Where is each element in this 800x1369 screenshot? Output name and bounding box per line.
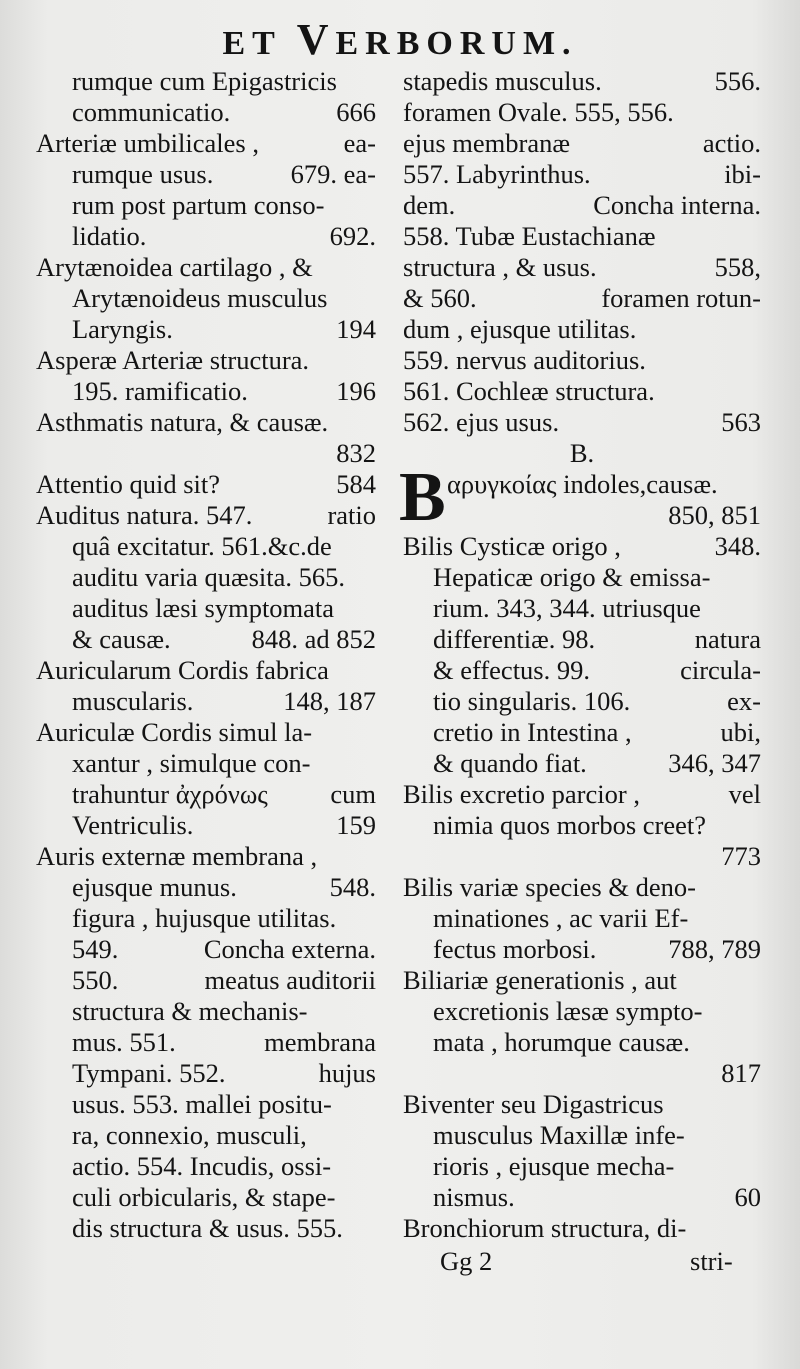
index-line <box>36 190 376 221</box>
line-ref: 348. <box>714 531 761 561</box>
line-ref: natura <box>694 624 761 654</box>
line-text: xantur , simulque con- <box>72 748 311 778</box>
line-ref: 194 <box>336 314 376 344</box>
dropcap-line1: αρυγκοίας indoles,causæ. <box>447 469 718 499</box>
right-index-column <box>399 66 761 1244</box>
page-footer <box>0 1246 800 1277</box>
index-line <box>403 717 761 748</box>
line-text: minationes , ac varii Ef- <box>433 903 689 933</box>
index-line <box>403 996 761 1027</box>
index-line <box>403 190 761 221</box>
line-ref: 666 <box>336 97 376 127</box>
index-line <box>403 593 761 624</box>
line-text: Auris externæ membrana , <box>36 841 318 871</box>
index-line <box>36 1213 376 1244</box>
line-text: 559. nervus auditorius. <box>403 345 646 375</box>
line-text: Biliariæ generationis , aut <box>403 965 677 995</box>
line-text: lidatio. <box>72 221 147 251</box>
index-line <box>403 1151 761 1182</box>
line-text: dem. <box>403 190 456 220</box>
line-ref: 692. <box>329 221 376 251</box>
index-line <box>36 438 376 469</box>
line-text: Arteriæ umbilicales , <box>36 128 259 158</box>
line-text: dum , ejusque utilitas. <box>403 314 637 344</box>
line-text: differentiæ. 98. <box>433 624 596 654</box>
line-text: 549. <box>72 934 119 964</box>
index-line <box>36 903 376 934</box>
line-ref: 679. ea- <box>290 159 376 189</box>
index-line <box>403 562 761 593</box>
line-text: rum post partum conso- <box>72 190 325 220</box>
line-ref: 563 <box>721 407 761 437</box>
index-line <box>36 593 376 624</box>
index-line <box>403 872 761 903</box>
index-line <box>36 1027 376 1058</box>
index-line <box>403 686 761 717</box>
line-ref: membrana <box>264 1027 376 1057</box>
line-text: Auriculæ Cordis simul la- <box>36 717 313 747</box>
line-text: mata , horumque causæ. <box>433 1027 690 1057</box>
line-text: Ventriculis. <box>72 810 194 840</box>
index-line <box>403 1120 761 1151</box>
dropcap-letter: B <box>399 459 446 536</box>
line-text: & causæ. <box>72 624 171 654</box>
line-text: 562. ejus usus. <box>403 407 560 437</box>
index-line <box>36 159 376 190</box>
line-ref: actio. <box>702 128 761 158</box>
right-entries-b <box>403 531 761 1244</box>
line-text: tio singularis. 106. <box>433 686 631 716</box>
line-ref: 817 <box>721 1058 761 1088</box>
line-text: rumque cum Epigastricis <box>72 66 337 96</box>
index-line <box>403 1182 761 1213</box>
index-line <box>36 1151 376 1182</box>
index-line <box>403 376 761 407</box>
index-line <box>403 748 761 779</box>
line-text: fectus morbosi. <box>433 934 597 964</box>
line-text: & 560. <box>403 283 477 313</box>
line-ref: foramen rotun- <box>601 283 761 313</box>
line-ref: 60 <box>734 1182 761 1212</box>
header-big-letter: V <box>296 15 336 64</box>
line-ref: ex- <box>727 686 761 716</box>
index-line <box>36 500 376 531</box>
line-text: rium. 343, 344. utriusque <box>433 593 701 623</box>
index-line <box>403 1213 761 1244</box>
line-text: culi orbicularis, & stape- <box>72 1182 336 1212</box>
line-text: actio. 554. Incudis, ossi- <box>72 1151 332 1181</box>
line-ref: vel <box>728 779 761 809</box>
index-line <box>36 469 376 500</box>
line-ref: 773 <box>721 841 761 871</box>
line-text: muscularis. <box>72 686 194 716</box>
right-entries-a <box>403 66 761 438</box>
index-line <box>403 531 761 562</box>
index-line <box>403 1027 761 1058</box>
index-line <box>36 810 376 841</box>
index-line <box>403 841 761 872</box>
line-text: trahuntur ἀχρόνως <box>72 779 268 809</box>
line-ref: 548. <box>329 872 376 902</box>
index-line <box>403 1058 761 1089</box>
line-text: auditu varia quæsita. 565. <box>72 562 346 592</box>
index-line <box>403 97 761 128</box>
index-line <box>36 314 376 345</box>
line-text: Biventer seu Digastricus <box>403 1089 664 1119</box>
line-ref: ubi, <box>720 717 761 747</box>
index-line <box>36 376 376 407</box>
line-text: excretionis læsæ sympto- <box>433 996 703 1026</box>
line-ref: 848. ad 852 <box>251 624 376 654</box>
line-text: quâ excitatur. 561.&c.de <box>72 531 332 561</box>
line-ref: 148, 187 <box>283 686 376 716</box>
index-line <box>36 221 376 252</box>
line-text: structura & mechanis- <box>72 996 308 1026</box>
line-text: Tympani. 552. <box>72 1058 226 1088</box>
dropcap-entry <box>399 459 761 536</box>
index-line <box>36 66 376 97</box>
index-line <box>36 562 376 593</box>
line-text: rioris , ejusque mecha- <box>433 1151 675 1181</box>
line-text: communicatio. <box>72 97 231 127</box>
line-text: & effectus. 99. <box>433 655 590 685</box>
line-ref: circula- <box>680 655 761 685</box>
index-line <box>36 748 376 779</box>
index-line <box>36 128 376 159</box>
line-ref: 788, 789 <box>668 934 761 964</box>
line-text: structura , & usus. <box>403 252 597 282</box>
index-line <box>36 1058 376 1089</box>
line-text: mus. 551. <box>72 1027 176 1057</box>
line-text: nimia quos morbos creet? <box>433 810 707 840</box>
line-text: Bilis excretio parcior , <box>403 779 640 809</box>
line-ref: cum <box>330 779 376 809</box>
catchword: stri- <box>690 1246 733 1276</box>
index-line <box>36 996 376 1027</box>
index-line <box>36 872 376 903</box>
index-line <box>403 624 761 655</box>
line-text: Bilis variæ species & deno- <box>403 872 696 902</box>
line-text: Attentio quid sit? <box>36 469 221 499</box>
line-ref: hujus <box>318 1058 376 1088</box>
line-ref: Concha interna. <box>593 190 761 220</box>
line-text: auditus læsi symptomata <box>72 593 335 623</box>
line-ref: 556. <box>714 66 761 96</box>
index-line <box>36 655 376 686</box>
index-line <box>403 779 761 810</box>
line-text: stapedis musculus. <box>403 66 602 96</box>
index-line <box>403 221 761 252</box>
line-text: usus. 553. mallei positu- <box>72 1089 332 1119</box>
line-text: Bilis Cysticæ origo , <box>403 531 621 561</box>
line-text: Bronchiorum structura, di- <box>403 1213 687 1243</box>
index-line <box>36 1089 376 1120</box>
line-text: 550. <box>72 965 119 995</box>
line-text: cretio in Intestina , <box>433 717 632 747</box>
index-line <box>36 686 376 717</box>
line-text: 561. Cochleæ structura. <box>403 376 655 406</box>
line-text: Arytænoideus musculus <box>72 283 328 313</box>
index-line <box>36 345 376 376</box>
line-text: 558. Tubæ Eustachianæ <box>403 221 656 251</box>
line-ref: 196 <box>336 376 376 406</box>
index-line <box>36 407 376 438</box>
index-line <box>36 624 376 655</box>
line-text: 557. Labyrinthus. <box>403 159 591 189</box>
running-header <box>0 15 800 66</box>
line-text: ejus membranæ <box>403 128 571 158</box>
index-line <box>36 531 376 562</box>
index-line <box>36 283 376 314</box>
line-text: ejusque munus. <box>72 872 237 902</box>
line-text: Laryngis. <box>72 314 173 344</box>
index-line <box>403 810 761 841</box>
line-text: dis structura & usus. 555. <box>72 1213 343 1243</box>
left-index-column <box>36 66 376 1244</box>
line-ref: 558, <box>714 252 761 282</box>
index-line <box>403 283 761 314</box>
line-text: Hepaticæ origo & emissa- <box>433 562 711 592</box>
section-letter: B. <box>569 438 595 468</box>
index-line <box>403 345 761 376</box>
line-ref: 584 <box>336 469 376 499</box>
line-text: 195. ramificatio. <box>72 376 248 406</box>
index-line <box>403 965 761 996</box>
line-text: ra, connexio, musculi, <box>72 1120 307 1150</box>
index-line <box>36 97 376 128</box>
dropcap-line2: 850, 851 <box>668 500 761 530</box>
index-line <box>403 903 761 934</box>
line-ref: ibi- <box>724 159 761 189</box>
index-line <box>403 1089 761 1120</box>
index-line <box>403 314 761 345</box>
line-ref: Concha externa. <box>203 934 376 964</box>
index-line <box>403 655 761 686</box>
line-text: Arytænoidea cartilago , & <box>36 252 313 282</box>
line-text: figura , hujusque utilitas. <box>72 903 337 933</box>
index-line <box>403 159 761 190</box>
line-ref: 832 <box>336 438 376 468</box>
line-ref: 159 <box>336 810 376 840</box>
index-line <box>36 934 376 965</box>
line-text: rumque usus. <box>72 159 214 189</box>
line-text: foramen Ovale. 555, 556. <box>403 97 674 127</box>
line-text: nismus. <box>433 1182 515 1212</box>
line-text: Asperæ Arteriæ structura. <box>36 345 310 375</box>
index-line <box>36 841 376 872</box>
line-ref: ratio <box>327 500 376 530</box>
line-ref: meatus auditorii <box>204 965 376 995</box>
signature-mark: Gg 2 <box>440 1246 493 1276</box>
line-text: & quando fiat. <box>433 748 587 778</box>
index-line <box>403 128 761 159</box>
index-line <box>403 252 761 283</box>
index-line <box>403 407 761 438</box>
line-ref: 346, 347 <box>668 748 761 778</box>
header-prefix: ET <box>222 25 282 62</box>
index-line <box>36 1182 376 1213</box>
index-line <box>36 965 376 996</box>
line-ref: ea- <box>343 128 376 158</box>
index-line <box>36 779 376 810</box>
index-line <box>36 252 376 283</box>
index-line <box>36 1120 376 1151</box>
line-text: musculus Maxillæ infe- <box>433 1120 685 1150</box>
header-rest: ERBORUM. <box>335 25 578 62</box>
line-text: Auditus natura. 547. <box>36 500 253 530</box>
index-line <box>403 66 761 97</box>
line-text: Auricularum Cordis fabrica <box>36 655 329 685</box>
line-text: Asthmatis natura, & causæ. <box>36 407 329 437</box>
index-line <box>403 934 761 965</box>
index-line <box>36 717 376 748</box>
